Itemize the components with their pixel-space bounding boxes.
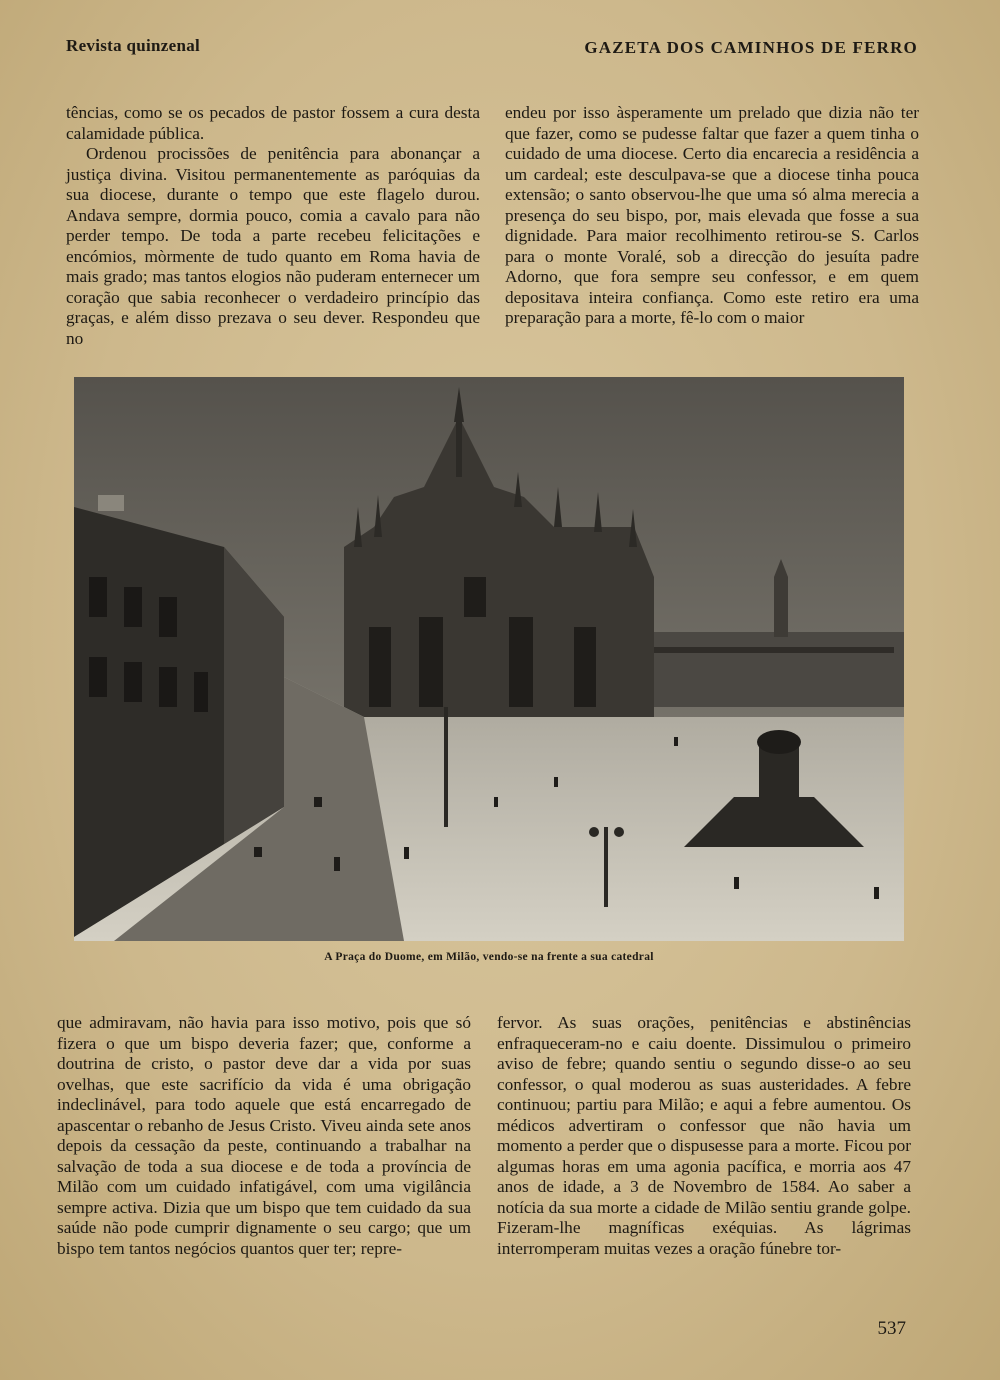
running-header-right: GAZETA DOS CAMINHOS DE FERRO (584, 38, 918, 57)
page-number: 537 (877, 1318, 906, 1339)
running-header-left: Revista quinzenal (66, 36, 201, 55)
milan-duomo-illustration (74, 377, 904, 941)
paragraph: tências, como se os pecados de pastor fossem a cura desta calamidade pública. (66, 103, 480, 143)
paragraph: fervor. As suas orações, penitências e abstinências enfraqueceram-no e caiu doente. Dissimulou o primeiro aviso de febre; quando sentiu o segundo disse-o ao seu confessor, o qual moderou as suas austeridades. A febre continuou; partiu para Milão; e aqui a febre aumentou. Os médicos advertiram o confessor que não havia um momento a perder que o dispusesse para a morte. Ficou por algumas horas em uma agonia pacífica, e morria aos 47 anos de idade, a 3 de Novembro de 1584. Ao saber a notícia da sua morte a cidade de Milão sentiu grande golpe. Fizeram-lhe magníficas exéquias. As lágrimas interromperam muitas vezes a oração fúnebre tor- (497, 1013, 911, 1258)
paragraph: endeu por isso àsperamente um prelado que dizia não ter que fazer, como se pudesse faltar que fazer a quem tinha o cuidado de uma diocese. Certo dia encarecia a residência a um cardeal; este desculpava-se que a diocese tinha pouca extensão; o santo observou-lhe que uma só alma merecia a presença do seu bispo, por, mais elevada que fosse a sua dignidade. Para maior recolhimento retirou-se S. Carlos para o monte Voralé, sob a direcção do jesuíta padre Adorno, que fora sempre seu confessor, e em quem depositava inteira confiança. Como este retiro era uma preparação para a morte, fê-lo com o maior (505, 103, 919, 327)
bottom-right-column (497, 1013, 911, 1259)
paragraph: Ordenou procissões de penitência para abonançar a justiça divina. Visitou permanentemente as paróquias da sua diocese, durante o tempo que este flagelo durou. Andava sempre, dormia pouco, comia a cavalo para não perder tempo. De toda a parte recebeu felicitações e encómios, mòrmente de tudo quanto em Roma havia de mais grado; mas tantos elogios não puderam enternecer um coração que sabia reconhecer o verdadeiro princípio das graças, e além disso prezava o seu dever. Respondeu que no (66, 144, 480, 348)
top-left-column (66, 103, 480, 349)
top-right-column (505, 103, 919, 329)
paragraph: que admiravam, não havia para isso motivo, pois que só fizera o que um bispo deveria fazer; que, conforme a doutrina de cristo, o pastor deve dar a vida por suas ovelhas, que este sacrifício da vida é uma obrigação indeclinável, para todo aquele que está encarregado de apascentar o rebanho de Jesus Cristo. Viveu ainda sete anos depois da cessação da peste, continuando a trabalhar na salvação de toda a sua diocese e de toda a província de Milão com um cuidado infatigável, com uma vigilância sempre activa. Dizia que um bispo que tem cuidado da sua saúde não pode cumprir dignamente o seu cargo; que um bispo tem tantos negócios quantos quer ter; repre- (57, 1013, 471, 1258)
cathedral-square-photo (74, 377, 904, 941)
bottom-left-column (57, 1013, 471, 1259)
figure-caption: A Praça do Duome, em Milão, vendo-se na frente a sua catedral (324, 951, 654, 963)
